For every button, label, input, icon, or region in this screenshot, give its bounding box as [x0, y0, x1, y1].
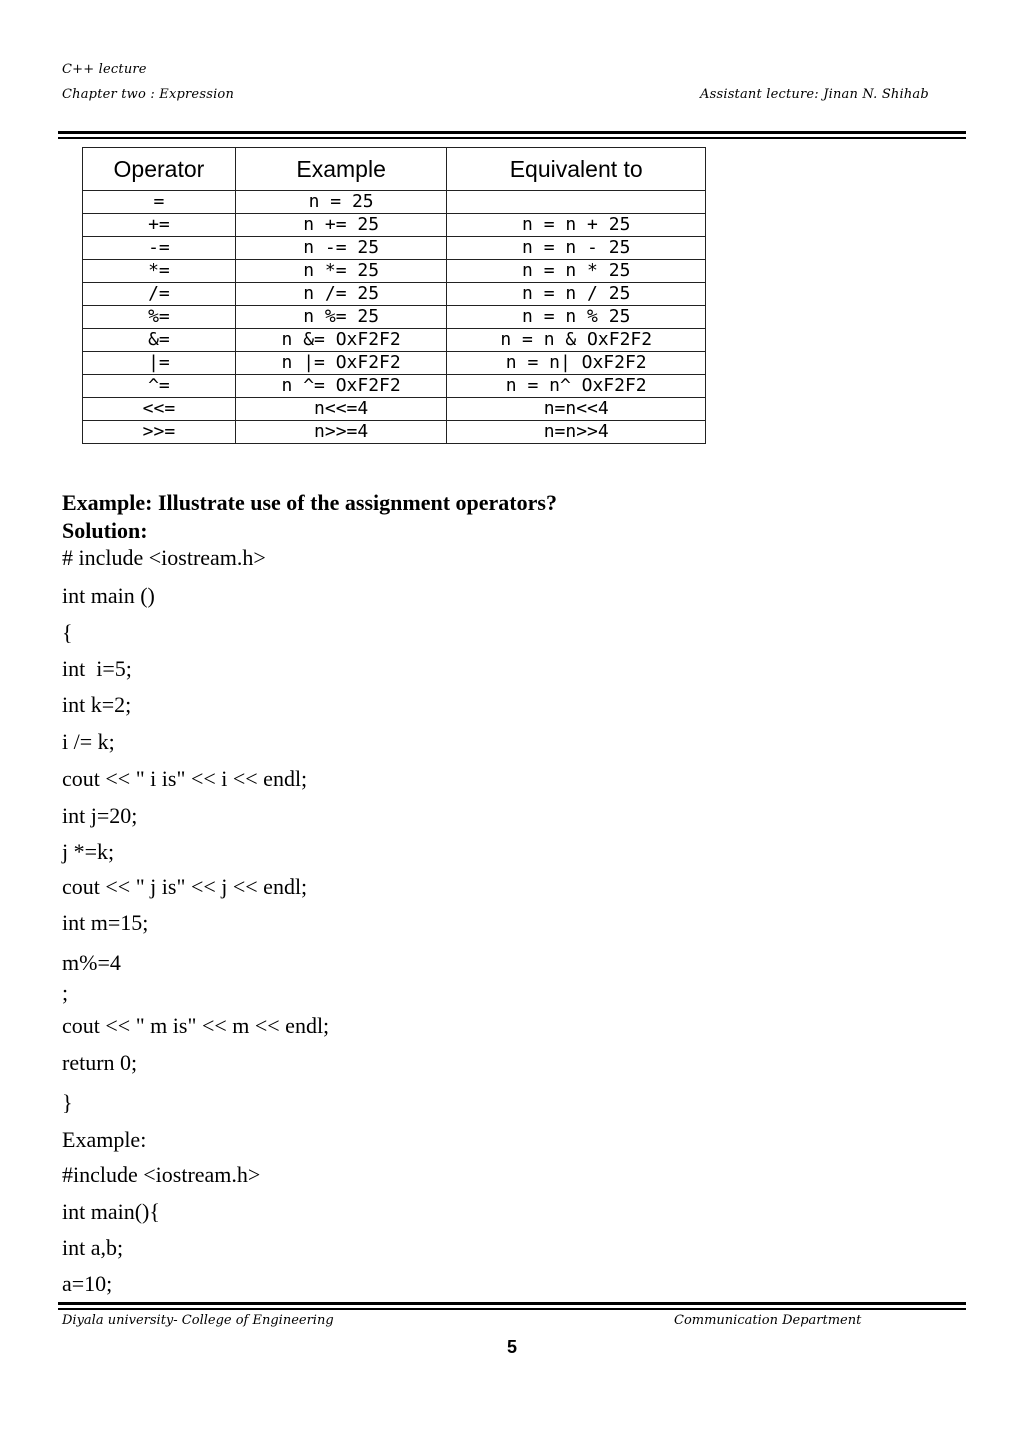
equivalent-cell [447, 191, 706, 214]
code-line: } [62, 1090, 73, 1115]
code-line: cout << " j is" << j << endl; [62, 874, 308, 899]
example-cell: n -= 25 [235, 237, 447, 260]
column-header-operator: Operator [83, 148, 236, 191]
header-divider [58, 137, 966, 139]
equivalent-cell: n = n / 25 [447, 283, 706, 306]
table-row [83, 260, 706, 283]
equivalent-cell: n = n^ OxF2F2 [447, 375, 706, 398]
assignment-operators-table [82, 147, 706, 444]
code-line: { [62, 620, 73, 645]
code-line: cout << " i is" << i << endl; [62, 766, 308, 791]
equivalent-cell: n = n - 25 [447, 237, 706, 260]
operator-cell: &= [83, 329, 236, 352]
footer-university: Diyala university- College of Engineering [62, 1313, 334, 1328]
example-heading: Example: Illustrate use of the assignment operators? [62, 490, 557, 515]
header-author: Assistant lecture: Jinan N. Shihab [700, 87, 929, 102]
equivalent-cell: n = n % 25 [447, 306, 706, 329]
column-header-equivalent: Equivalent to [447, 148, 706, 191]
table-header-row [83, 148, 706, 191]
code-line: ; [62, 980, 69, 1005]
code-line: #include <iostream.h> [62, 1162, 261, 1187]
example-cell: n>>=4 [235, 421, 447, 444]
operator-cell: |= [83, 352, 236, 375]
operator-cell: += [83, 214, 236, 237]
code-line: Example: [62, 1127, 147, 1152]
code-line: int main(){ [62, 1199, 160, 1224]
equivalent-cell: n = n * 25 [447, 260, 706, 283]
example-cell: n /= 25 [235, 283, 447, 306]
footer-divider [58, 1308, 966, 1310]
table-row [83, 352, 706, 375]
operator-cell: <<= [83, 398, 236, 421]
code-line: int a,b; [62, 1235, 124, 1260]
equivalent-cell: n = n & OxF2F2 [447, 329, 706, 352]
equivalent-cell: n = n| OxF2F2 [447, 352, 706, 375]
equivalent-cell: n=n<<4 [447, 398, 706, 421]
code-line: j *=k; [62, 839, 115, 864]
table-row [83, 283, 706, 306]
example-cell: n %= 25 [235, 306, 447, 329]
code-line: # include <iostream.h> [62, 545, 266, 570]
header-chapter: Chapter two : Expression [62, 87, 235, 102]
operator-cell: /= [83, 283, 236, 306]
example-cell: n &= OxF2F2 [235, 329, 447, 352]
footer-divider [58, 1302, 966, 1305]
equivalent-cell: n = n + 25 [447, 214, 706, 237]
code-line: cout << " m is" << m << endl; [62, 1013, 330, 1038]
example-cell: n *= 25 [235, 260, 447, 283]
example-cell: n |= OxF2F2 [235, 352, 447, 375]
table-row [83, 398, 706, 421]
table-row [83, 191, 706, 214]
operator-cell: = [83, 191, 236, 214]
table-row [83, 329, 706, 352]
table-row [83, 306, 706, 329]
example-cell: n<<=4 [235, 398, 447, 421]
table-row [83, 214, 706, 237]
code-line: int main () [62, 583, 155, 608]
page-number: 5 [506, 1337, 517, 1357]
operator-cell: -= [83, 237, 236, 260]
code-line: a=10; [62, 1271, 113, 1296]
column-header-example: Example [235, 148, 447, 191]
code-line: m%=4 [62, 950, 121, 975]
header-divider [58, 131, 966, 134]
code-line: i /= k; [62, 729, 115, 754]
operator-cell: >>= [83, 421, 236, 444]
table-row [83, 375, 706, 398]
example-cell: n = 25 [235, 191, 447, 214]
equivalent-cell: n=n>>4 [447, 421, 706, 444]
table-row [83, 421, 706, 444]
code-line: return 0; [62, 1050, 138, 1075]
example-cell: n += 25 [235, 214, 447, 237]
operator-cell: ^= [83, 375, 236, 398]
operator-cell: *= [83, 260, 236, 283]
operator-cell: %= [83, 306, 236, 329]
table-row [83, 237, 706, 260]
header-course: C++ lecture [62, 62, 147, 77]
example-cell: n ^= OxF2F2 [235, 375, 447, 398]
code-line: int m=15; [62, 910, 149, 935]
code-line: int i=5; [62, 656, 132, 681]
solution-heading: Solution: [62, 518, 148, 543]
footer-department: Communication Department [674, 1313, 862, 1328]
code-line: int j=20; [62, 803, 138, 828]
code-line: int k=2; [62, 692, 132, 717]
